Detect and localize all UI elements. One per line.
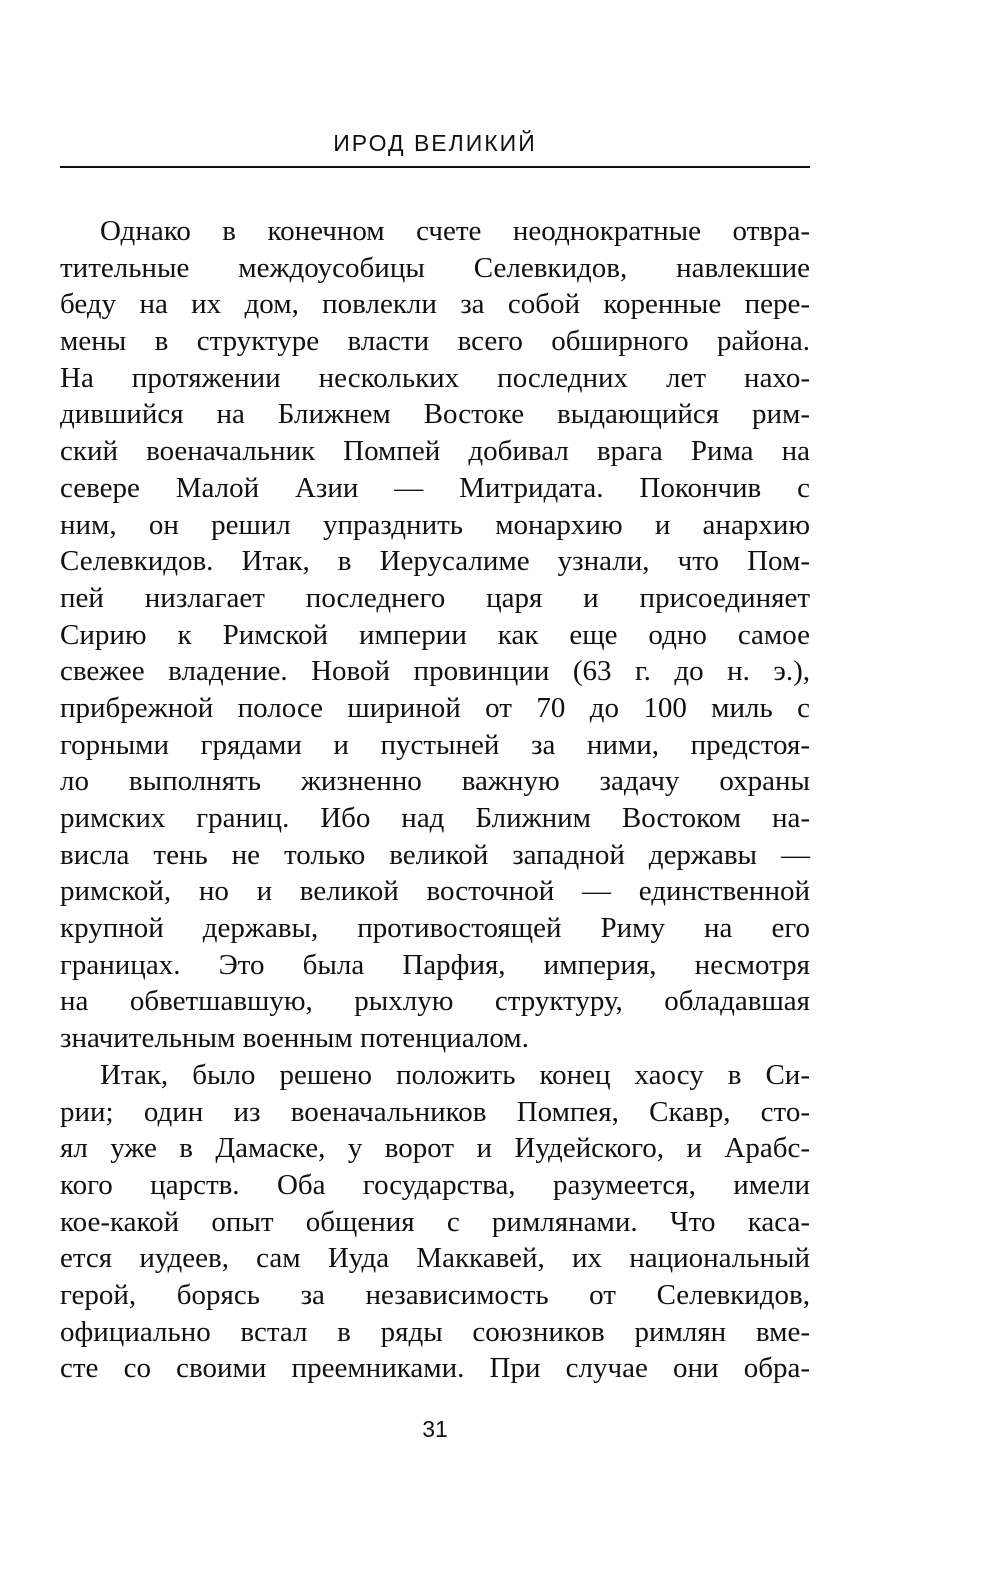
text-line: официально встал в ряды союзников римлян вме- — [60, 1315, 810, 1348]
text-line: римских границ. Ибо над Ближним Востоком на- — [60, 802, 810, 834]
text-line: Селевкидов. Итак, в Иерусалиме узнали, что Пом- — [60, 545, 810, 578]
text-line: кое-какой опыт общения с римлянами. Что каса- — [60, 1205, 810, 1238]
text-line: Сирию к Римской империи как еще одно самое — [60, 618, 810, 651]
text-line: висла тень не только великой западной державы — — [60, 838, 810, 871]
text-line: ним, он решил упразднить монархию и анархию — [60, 508, 810, 541]
text-line: значительным военным потенциалом. — [60, 1022, 529, 1055]
text-line: свежее владение. Новой провинции (63 г. до н. э.), — [60, 655, 810, 688]
header-rule — [60, 166, 810, 168]
text-line: ял уже в Дамаске, у ворот и Иудейского, и Арабс- — [60, 1132, 810, 1165]
text-line: римской, но и великой восточной — единственной — [60, 875, 810, 908]
text-line: границах. Это была Парфия, империя, несмотря — [60, 948, 810, 981]
text-line: ло выполнять жизненно важную задачу охраны — [60, 765, 810, 798]
text-line: На протяжении нескольких последних лет нахо- — [60, 361, 810, 394]
text-line: беду на их дом, повлекли за собой коренные пере- — [60, 288, 810, 321]
text-line: Итак, было решено положить конец хаосу в Си- — [100, 1058, 810, 1091]
text-line: севере Малой Азии — Митридата. Покончив с — [60, 471, 810, 504]
text-line: ется иудеев, сам Иуда Маккавей, их национальный — [60, 1242, 810, 1275]
text-line: рии; один из военачальников Помпея, Скавр, сто- — [60, 1095, 810, 1128]
text-line: ский военачальник Помпей добивал врага Рима на — [60, 435, 810, 468]
text-line: Однако в конечном счете неоднократные отвра- — [100, 215, 810, 247]
text-line: горными грядами и пустыней за ними, предстоя- — [60, 728, 810, 761]
text-line: дившийся на Ближнем Востоке выдающийся рим- — [60, 398, 810, 431]
text-line: герой, борясь за независимость от Селевкидов, — [60, 1278, 810, 1311]
text-line: на обветшавшую, рыхлую структуру, обладавшая — [60, 985, 810, 1018]
text-line: кого царств. Оба государства, разумеется, имели — [60, 1168, 810, 1201]
page-number: 31 — [422, 1416, 448, 1442]
text-line: прибрежной полосе шириной от 70 до 100 миль с — [60, 691, 810, 724]
body-text — [60, 213, 810, 1387]
text-line: тительные междоусобицы Селевкидов, навлекшие — [60, 251, 810, 284]
text-line: мены в структуре власти всего обширного района. — [60, 325, 810, 358]
text-line: крупной державы, противостоящей Риму на его — [60, 912, 810, 945]
text-line: сте со своими преемниками. При случае они обра- — [60, 1352, 810, 1385]
text-line: пей низлагает последнего царя и присоединяет — [60, 581, 810, 614]
running-head: ИРОД ВЕЛИКИЙ — [333, 130, 537, 156]
